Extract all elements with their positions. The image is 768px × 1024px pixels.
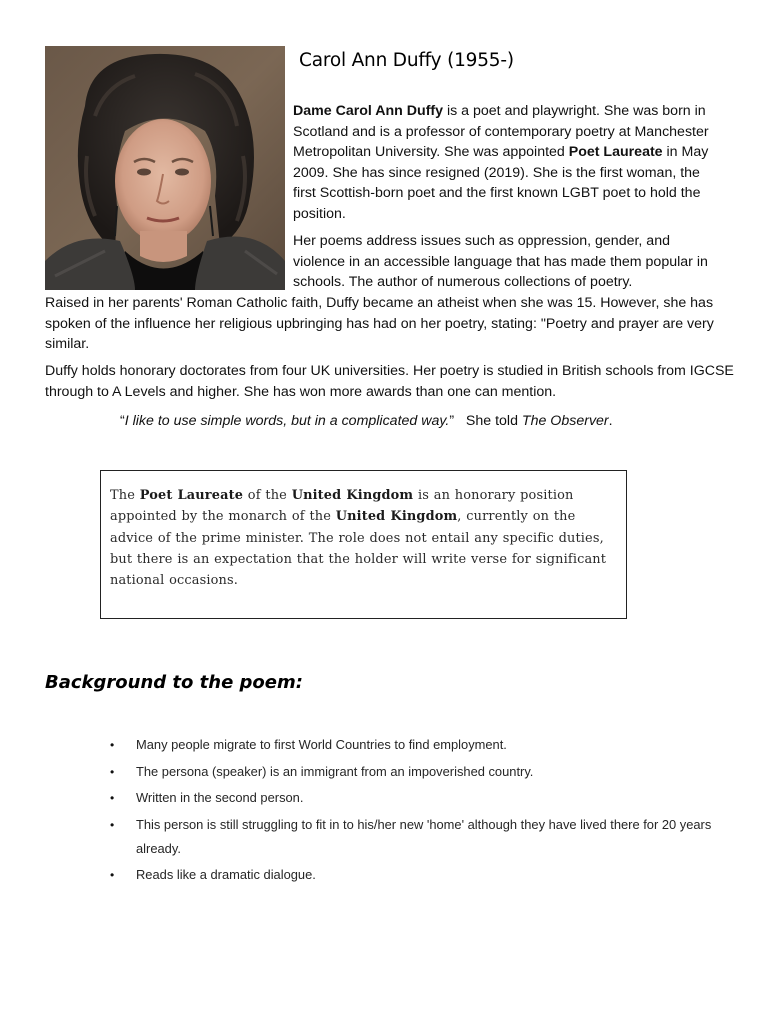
infobox-segment: , currently on the advice of the prime minister. The role does not entail any specific duties, but there is an expectation that the holder will write verse for significant national occasions.	[110, 509, 607, 589]
faith-paragraph: Raised in her parents' Roman Catholic faith, Duffy became an atheist when she was 15. However, she has spoken of the influence her religious upbringing has had on her poetry, stating: "Poetry and prayer are very similar.	[45, 295, 714, 352]
infobox-text	[110, 485, 622, 591]
quote-trailing: .	[608, 413, 613, 429]
poems-paragraph: Her poems address issues such as oppression, gender, and violence in an accessible language that has made them popular in schools. The author of numerous collections of poetry.	[293, 233, 708, 290]
quote-attribution: She told	[454, 413, 522, 429]
bio-text-1: is a poet and playwright. She was born in Scotland and is a professor of contemporary poetry at Manchester Metropolitan University. She was appointed	[293, 103, 709, 160]
list-item-text: Written in the second person.	[136, 790, 304, 805]
infobox-bold-term: United Kingdom	[335, 509, 458, 525]
doctorates-paragraph: Duffy holds honorary doctorates from four UK universities. Her poetry is studied in British schools from IGCSE through to A Levels and higher. She has won more awards than one can mention.	[45, 363, 734, 400]
portrait-image	[45, 46, 285, 290]
list-item-text: Many people migrate to first World Countries to find employment.	[136, 737, 507, 752]
quote-text: I like to use simple words, but in a complicated way.	[124, 413, 450, 429]
infobox-bold-term: Poet Laureate	[139, 488, 244, 503]
quote-open-mark: “	[120, 413, 125, 429]
bullet-icon: •	[110, 868, 115, 882]
author-name: Dame Carol Ann Duffy	[293, 103, 444, 119]
bio-text-2: in May 2009. She has since resigned (2019). She is the first woman, the first Scottish-born poet and the first known LGBT poet to hold the position.	[293, 144, 709, 222]
quote-line	[120, 411, 613, 431]
background-heading: Background to the poem:	[45, 672, 303, 693]
list-item-text: Reads like a dramatic dialogue.	[136, 867, 316, 882]
bullet-icon: •	[110, 817, 115, 832]
list-item-text: This person is still struggling to fit in to his/her new 'home' although they have lived there for 20 years already.	[136, 816, 712, 856]
bullet-icon: •	[110, 738, 115, 752]
infobox-bold-term: United Kingdom	[291, 488, 414, 503]
bullet-icon: •	[110, 764, 115, 779]
bio-paragraph	[293, 101, 723, 224]
quote-close-mark: ”	[449, 413, 455, 429]
background-list	[110, 733, 730, 890]
list-item	[110, 733, 730, 757]
poet-laureate-infobox	[100, 470, 627, 619]
poet-laureate-term: Poet Laureate	[568, 144, 663, 160]
quote-source: The Observer	[521, 413, 609, 429]
list-item	[110, 863, 730, 887]
list-item	[110, 786, 730, 810]
list-item	[110, 760, 730, 784]
infobox-segment: of the	[243, 488, 292, 503]
infobox-segment: The	[110, 488, 140, 503]
list-item	[110, 813, 730, 861]
infobox-segment: is an honorary position appointed by the monarch of the	[110, 488, 574, 525]
author-portrait	[45, 46, 285, 290]
list-item-text: The persona (speaker) is an immigrant from an impoverished country.	[136, 763, 534, 779]
page-title: Carol Ann Duffy (1955-)	[299, 50, 514, 71]
bullet-icon: •	[110, 791, 115, 805]
